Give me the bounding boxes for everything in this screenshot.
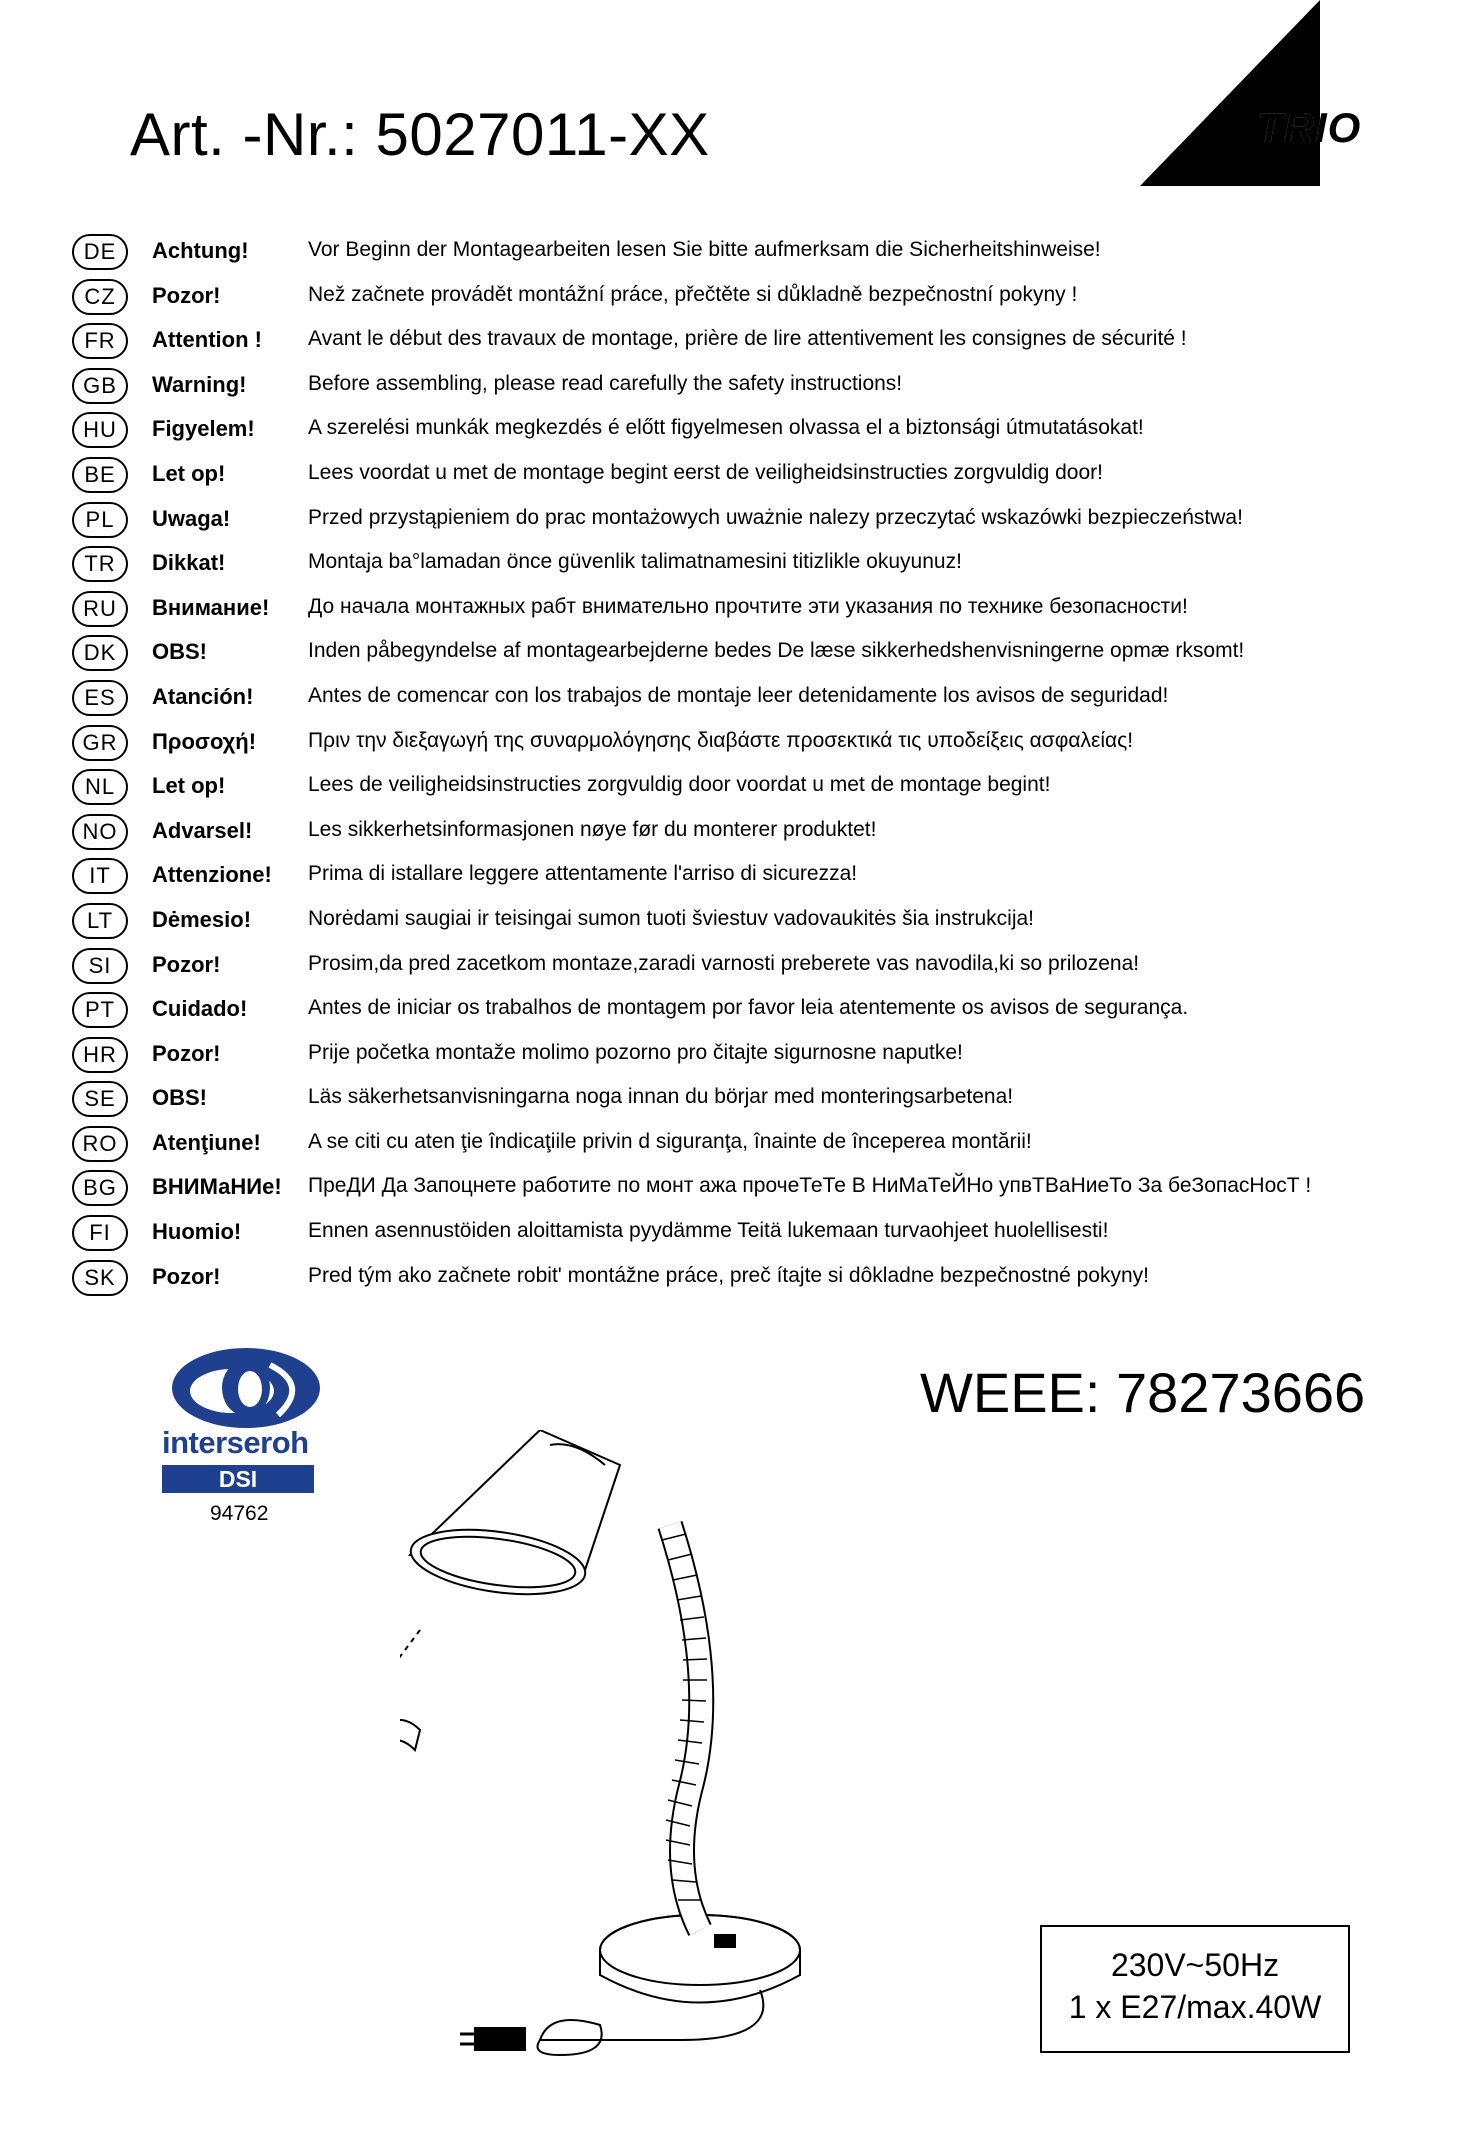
warning-word: Pozor! [152,951,221,977]
warning-word: Cuidado! [152,996,248,1022]
warning-sentence: Antes de comencar con los trabajos de montaje leer detenidamente los avisos de seguridad! [308,683,1169,707]
country-code-badge: LT [72,903,128,939]
desk-lamp-illustration [400,1430,1080,2060]
country-code-badge: NL [72,769,128,805]
warning-sentence: A se citi cu aten ţie îndicaţiile privin d siguranţa, înainte de începerea montării! [308,1129,1032,1153]
country-code-badge: SI [72,948,128,984]
country-code-badge: TR [72,546,128,582]
warning-row [72,1122,1462,1167]
warning-sentence: Les sikkerhetsinformasjonen nøye før du monterer produktet! [308,817,877,841]
warning-row [72,542,1462,587]
warning-word: ВНИМаНИе! [152,1174,282,1200]
country-code-badge: PL [72,502,128,538]
country-code-badge: IT [72,858,128,894]
warning-row [72,408,1462,453]
warning-row [72,721,1462,766]
country-code-badge: CZ [72,279,128,315]
warning-word: Achtung! [152,238,249,263]
warning-sentence: Läs säkerhetsanvisningarna noga innan du börjar med monteringsarbetena! [308,1085,1014,1109]
country-code-badge: RO [72,1126,128,1162]
warning-word: Figyelem! [152,416,255,442]
warning-word: Advarsel! [152,817,253,843]
warning-word: Προσοχή! [152,728,257,754]
dsi-label: DSI [162,1465,314,1493]
country-code-badge: DK [72,635,128,671]
warning-row [72,1256,1462,1301]
warning-row [72,319,1462,364]
spec-box [1040,1925,1350,2053]
warning-sentence: Norėdami saugiai ir teisingai sumon tuoti šviestuv vadovaukitės šia instrukcija! [308,906,1034,930]
warning-sentence: Przed przystąpieniem do prac montażowych uważnie nalezy przeczytać wskazówki bezpieczeństwa! [308,505,1243,529]
country-code-badge: GB [72,368,128,404]
warning-row [72,1166,1462,1211]
country-code-badge: FR [72,323,128,359]
country-code-badge: FI [72,1215,128,1251]
warning-word: OBS! [152,1085,207,1111]
warning-word: Attention ! [152,327,262,353]
warning-sentence: Before assembling, please read carefully the safety instructions! [308,371,903,395]
interseroh-number: 94762 [210,1502,269,1525]
warning-row [72,1033,1462,1078]
warning-sentence: Prosim,da pred zacetkom montaze,zaradi varnosti preberete vas navodila,ki so prilozena! [308,951,1140,975]
warning-word: Uwaga! [152,505,231,531]
warning-word: Dikkat! [152,550,226,576]
safety-warnings-list [72,230,1462,1300]
country-code-badge: HR [72,1037,128,1073]
warning-word: Atanción! [152,683,254,709]
warning-row [72,587,1462,632]
warning-word: Pozor! [152,282,221,308]
warning-row [72,899,1462,944]
warning-row [72,631,1462,676]
country-code-badge: ES [72,680,128,716]
country-code-badge: SK [72,1260,128,1296]
warning-sentence: Inden påbegyndelse af montagearbejderne bedes De læse sikkerhedshenvisningerne opmæ rksomt! [308,639,1245,663]
warning-word: Atenţiune! [152,1129,261,1155]
warning-row [72,810,1462,855]
warning-word: Let op! [152,773,226,799]
warning-sentence: Πριν την διεξαγωγή της συναρμολόγησης διαβάστε προσεκτικά τις υποδείξεις ασφαλείας! [308,728,1134,752]
interseroh-wordmark: interseroh [162,1425,309,1460]
country-code-badge: NO [72,814,128,850]
country-code-badge: BE [72,457,128,493]
weee-number: WEEE: 78273666 [920,1361,1366,1424]
warning-word: Pozor! [152,1263,221,1289]
warning-row [72,854,1462,899]
article-number: Art. -Nr.: 5027011-XX [130,101,710,168]
warning-word: Внимание! [152,594,270,620]
warning-sentence: Ennen asennustöiden aloittamista pyydämme Teitä lukemaan turvaohjeet huolellisesti! [308,1219,1109,1243]
trio-brand-label: TRIO [1257,104,1362,151]
trio-logo-triangle [1140,0,1380,190]
spec-bulb: 1 x E27/max.40W [1068,1989,1322,2025]
warning-sentence: Pred tým ako začnete robit' montážne práce, preč ítajte si dôkladne bezpečnostné pokyny! [308,1263,1149,1287]
country-code-badge: BG [72,1170,128,1206]
country-code-badge: HU [72,412,128,448]
warning-row [72,676,1462,721]
country-code-badge: GR [72,725,128,761]
warning-word: OBS! [152,639,207,665]
warning-sentence: A szerelési munkák megkezdés é előtt figyelmesen olvassa el a biztonsági útmutatásokat! [308,416,1144,440]
warning-sentence: До начала монтажных рабт внимательно прочтите эти указания по технике безопасности! [308,594,1188,618]
warning-row [72,988,1462,1033]
warning-sentence: Lees voordat u met de montage begint eerst de veiligheidsinstructies zorgvuldig door! [308,460,1103,484]
country-code-badge: DE [72,234,128,270]
warning-word: Let op! [152,460,226,486]
country-code-badge: SE [72,1081,128,1117]
warning-word: Warning! [152,371,247,397]
warning-row [72,1211,1462,1256]
warning-sentence: Než začnete provádět montážní práce, přečtěte si důkladně bezpečnostní pokyny ! [308,282,1078,306]
warning-word: Huomio! [152,1219,242,1245]
warning-sentence: Lees de veiligheidsinstructies zorgvuldig door voordat u met de montage begint! [308,773,1051,797]
warning-row [72,275,1462,320]
country-code-badge: RU [72,591,128,627]
warning-row [72,498,1462,543]
warning-row [72,364,1462,409]
warning-word: Pozor! [152,1040,221,1066]
warning-row [72,1077,1462,1122]
warning-row [72,944,1462,989]
spec-voltage: 230V~50Hz [1110,1947,1280,1983]
warning-sentence: Vor Beginn der Montagearbeiten lesen Sie bitte aufmerksam die Sicherheitshinweise! [308,238,1101,261]
country-code-badge: PT [72,992,128,1028]
warning-row [72,453,1462,498]
warning-row [72,765,1462,810]
warning-row [72,230,1462,275]
warning-sentence: Montaja ba°lamadan önce güvenlik talimatnamesini titizlikle okuyunuz! [308,550,962,574]
warning-sentence: Avant le début des travaux de montage, prière de lire attentivement les consignes de sécurité ! [308,327,1187,351]
warning-sentence: Antes de iniciar os trabalhos de montagem por favor leia atentemente os avisos de segurança. [308,996,1189,1020]
warning-sentence: Prima di istallare leggere attentamente l'arriso di sicurezza! [308,862,858,886]
warning-word: Dėmesio! [152,906,252,932]
warning-sentence: ПреДИ Да Запоцнете работите по монт ажа прочеТеТе В НиМаТеЙНо упвТВаНиеТо За беЗопасНосТ ! [308,1174,1312,1198]
warning-sentence: Prije početka montaže molimo pozorno pro čitajte sigurnosne naputke! [308,1040,963,1064]
warning-word: Attenzione! [152,862,272,888]
